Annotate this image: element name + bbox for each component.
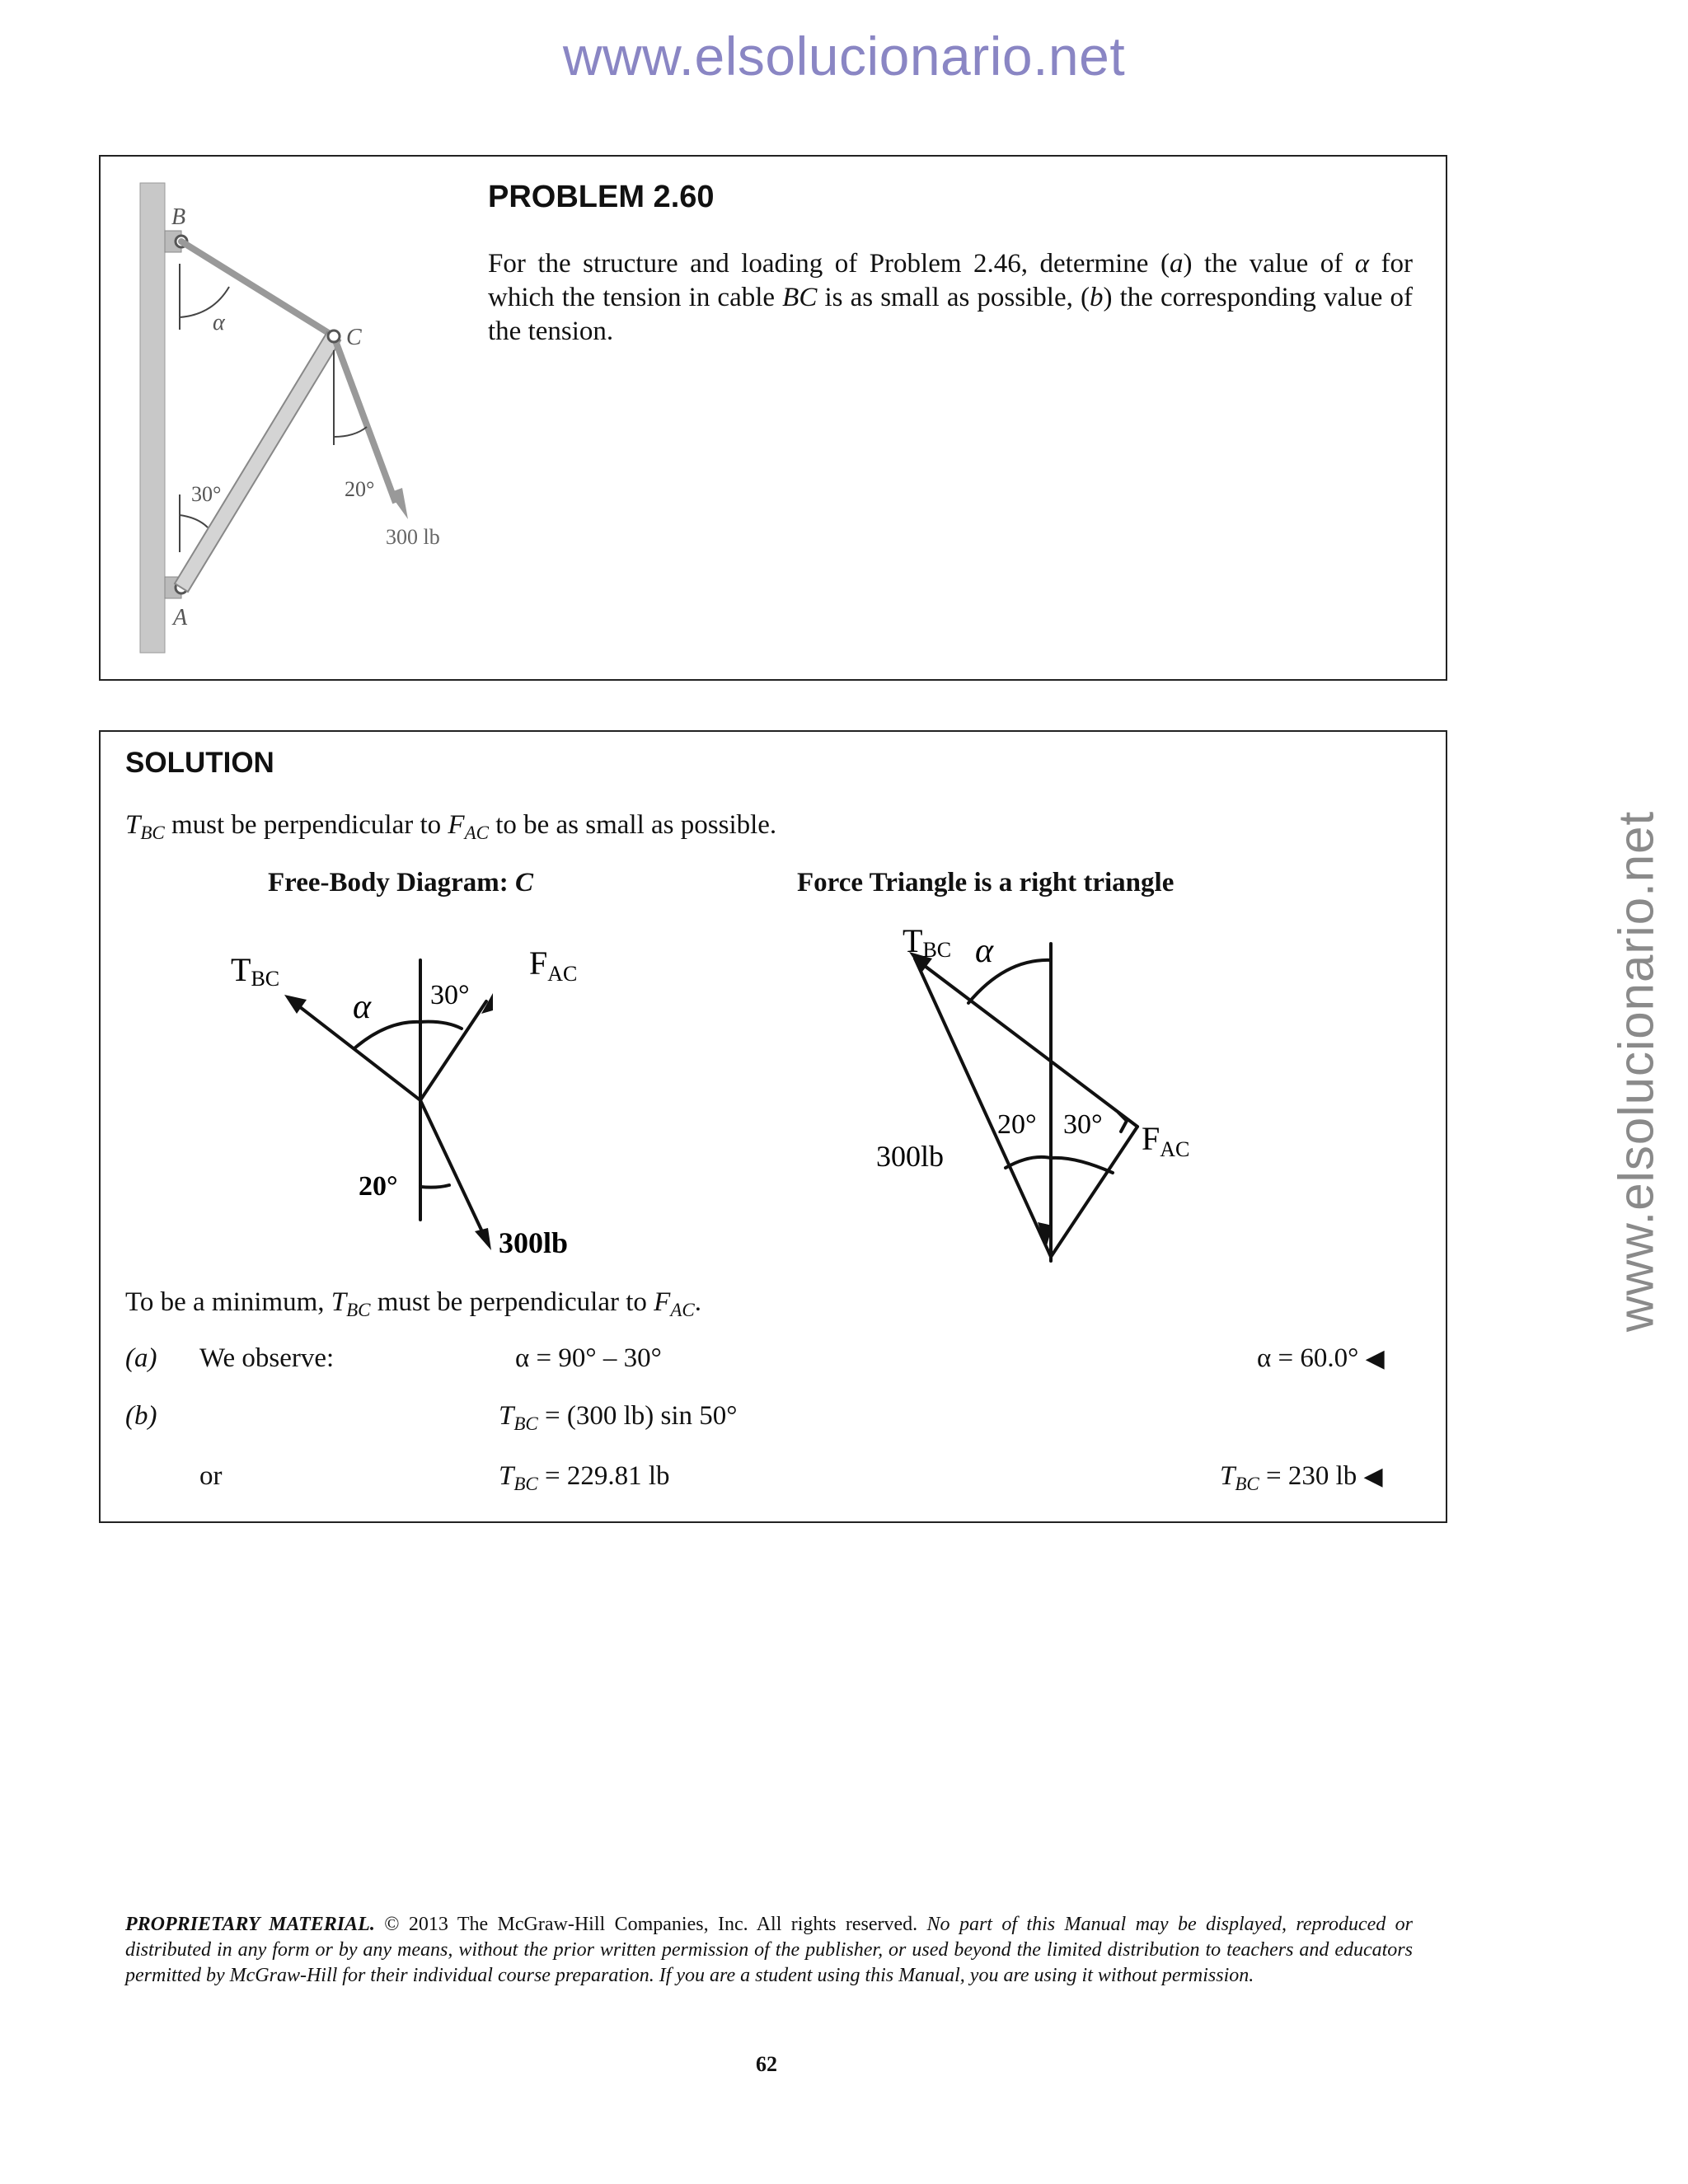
load-label: 300 lb — [386, 525, 440, 549]
fbd-load: 300lb — [499, 1226, 569, 1259]
tri-load: 300lb — [876, 1140, 945, 1173]
tri-f-label: $F_{AC}$ — [1142, 1120, 1190, 1161]
force-triangle — [861, 911, 1224, 1273]
fbd-t-label: TBC — [231, 951, 280, 991]
tri-alpha: α — [975, 932, 994, 970]
part-a-observe: We observe: — [199, 1343, 335, 1373]
tri-t-label: TBC — [903, 922, 952, 962]
angle-30: 30° — [191, 482, 222, 506]
part-b-equation: $T_{BC} = (300$ lb) sin 50° — [499, 1401, 738, 1434]
page-number: 62 — [756, 2052, 777, 2076]
structure-figure — [124, 165, 470, 659]
watermark-top: www.elsolucionario.net — [562, 26, 1126, 87]
tri-angle-30: 30° — [1063, 1109, 1103, 1140]
part-or-equation: $T_{BC} = 229.81$ lb — [499, 1461, 670, 1494]
fbd-caption: Free-Body Diagram: C — [268, 868, 533, 898]
watermark-side: www.elsolucionario.net — [1608, 810, 1664, 1333]
part-a-equation: α = 90° – 30° — [515, 1343, 662, 1373]
solution-line-1: $T_{BC}$ must be perpendicular to $F_{AC}$ to be as small as possible. — [125, 810, 777, 843]
angle-20: 20° — [345, 477, 375, 501]
solution-line-2: To be a minimum, $T_{BC}$ must be perpendicular to $F_{AC}$. — [125, 1287, 701, 1320]
solution-title: SOLUTION — [125, 747, 274, 779]
problem-title: PROBLEM 2.60 — [488, 180, 715, 214]
answer-marker-a: ◀ — [1365, 1344, 1385, 1373]
problem-text: For the structure and loading of Problem 2.46, determine (a) the value of α for which the tension in cable BC is as small as possible, (b) the corresponding value of the tension. — [488, 249, 1414, 346]
part-b-label: (b) — [125, 1401, 157, 1431]
footer-copyright: PROPRIETARY MATERIAL. © 2013 The McGraw-Hill Companies, Inc. All rights reserved. No part of this Manual may be displayed, reproduced or distributed in any form or by any means, without the prior written permission of the publisher, or used beyond the limited distribution to teachers and educators permitted by McGraw-Hill for their individual course preparation. If you are a student using this Manual, you are using it without permission. — [125, 1914, 1413, 1986]
triangle-caption: Force Triangle is a right triangle — [797, 868, 1175, 898]
fbd-angle-20: 20° — [359, 1171, 398, 1202]
fbd-alpha: α — [353, 988, 372, 1026]
label-a: A — [173, 605, 188, 630]
label-c: C — [346, 325, 362, 350]
part-or-label: or — [199, 1461, 223, 1491]
fbd-angle-30: 30° — [430, 980, 470, 1010]
part-a-label: (a) — [125, 1343, 157, 1373]
part-or-answer: $T_{BC} = 230$ lb ◀ — [1220, 1461, 1383, 1494]
free-body-diagram — [214, 923, 610, 1269]
answer-marker-b: ◀ — [1363, 1462, 1383, 1491]
part-a-answer: α = 60.0° ◀ — [1257, 1343, 1385, 1373]
fbd-f-label: $F_{AC}$ — [529, 944, 578, 986]
tri-angle-20: 20° — [997, 1109, 1037, 1140]
label-b: B — [171, 204, 186, 230]
label-alpha: α — [213, 310, 225, 335]
